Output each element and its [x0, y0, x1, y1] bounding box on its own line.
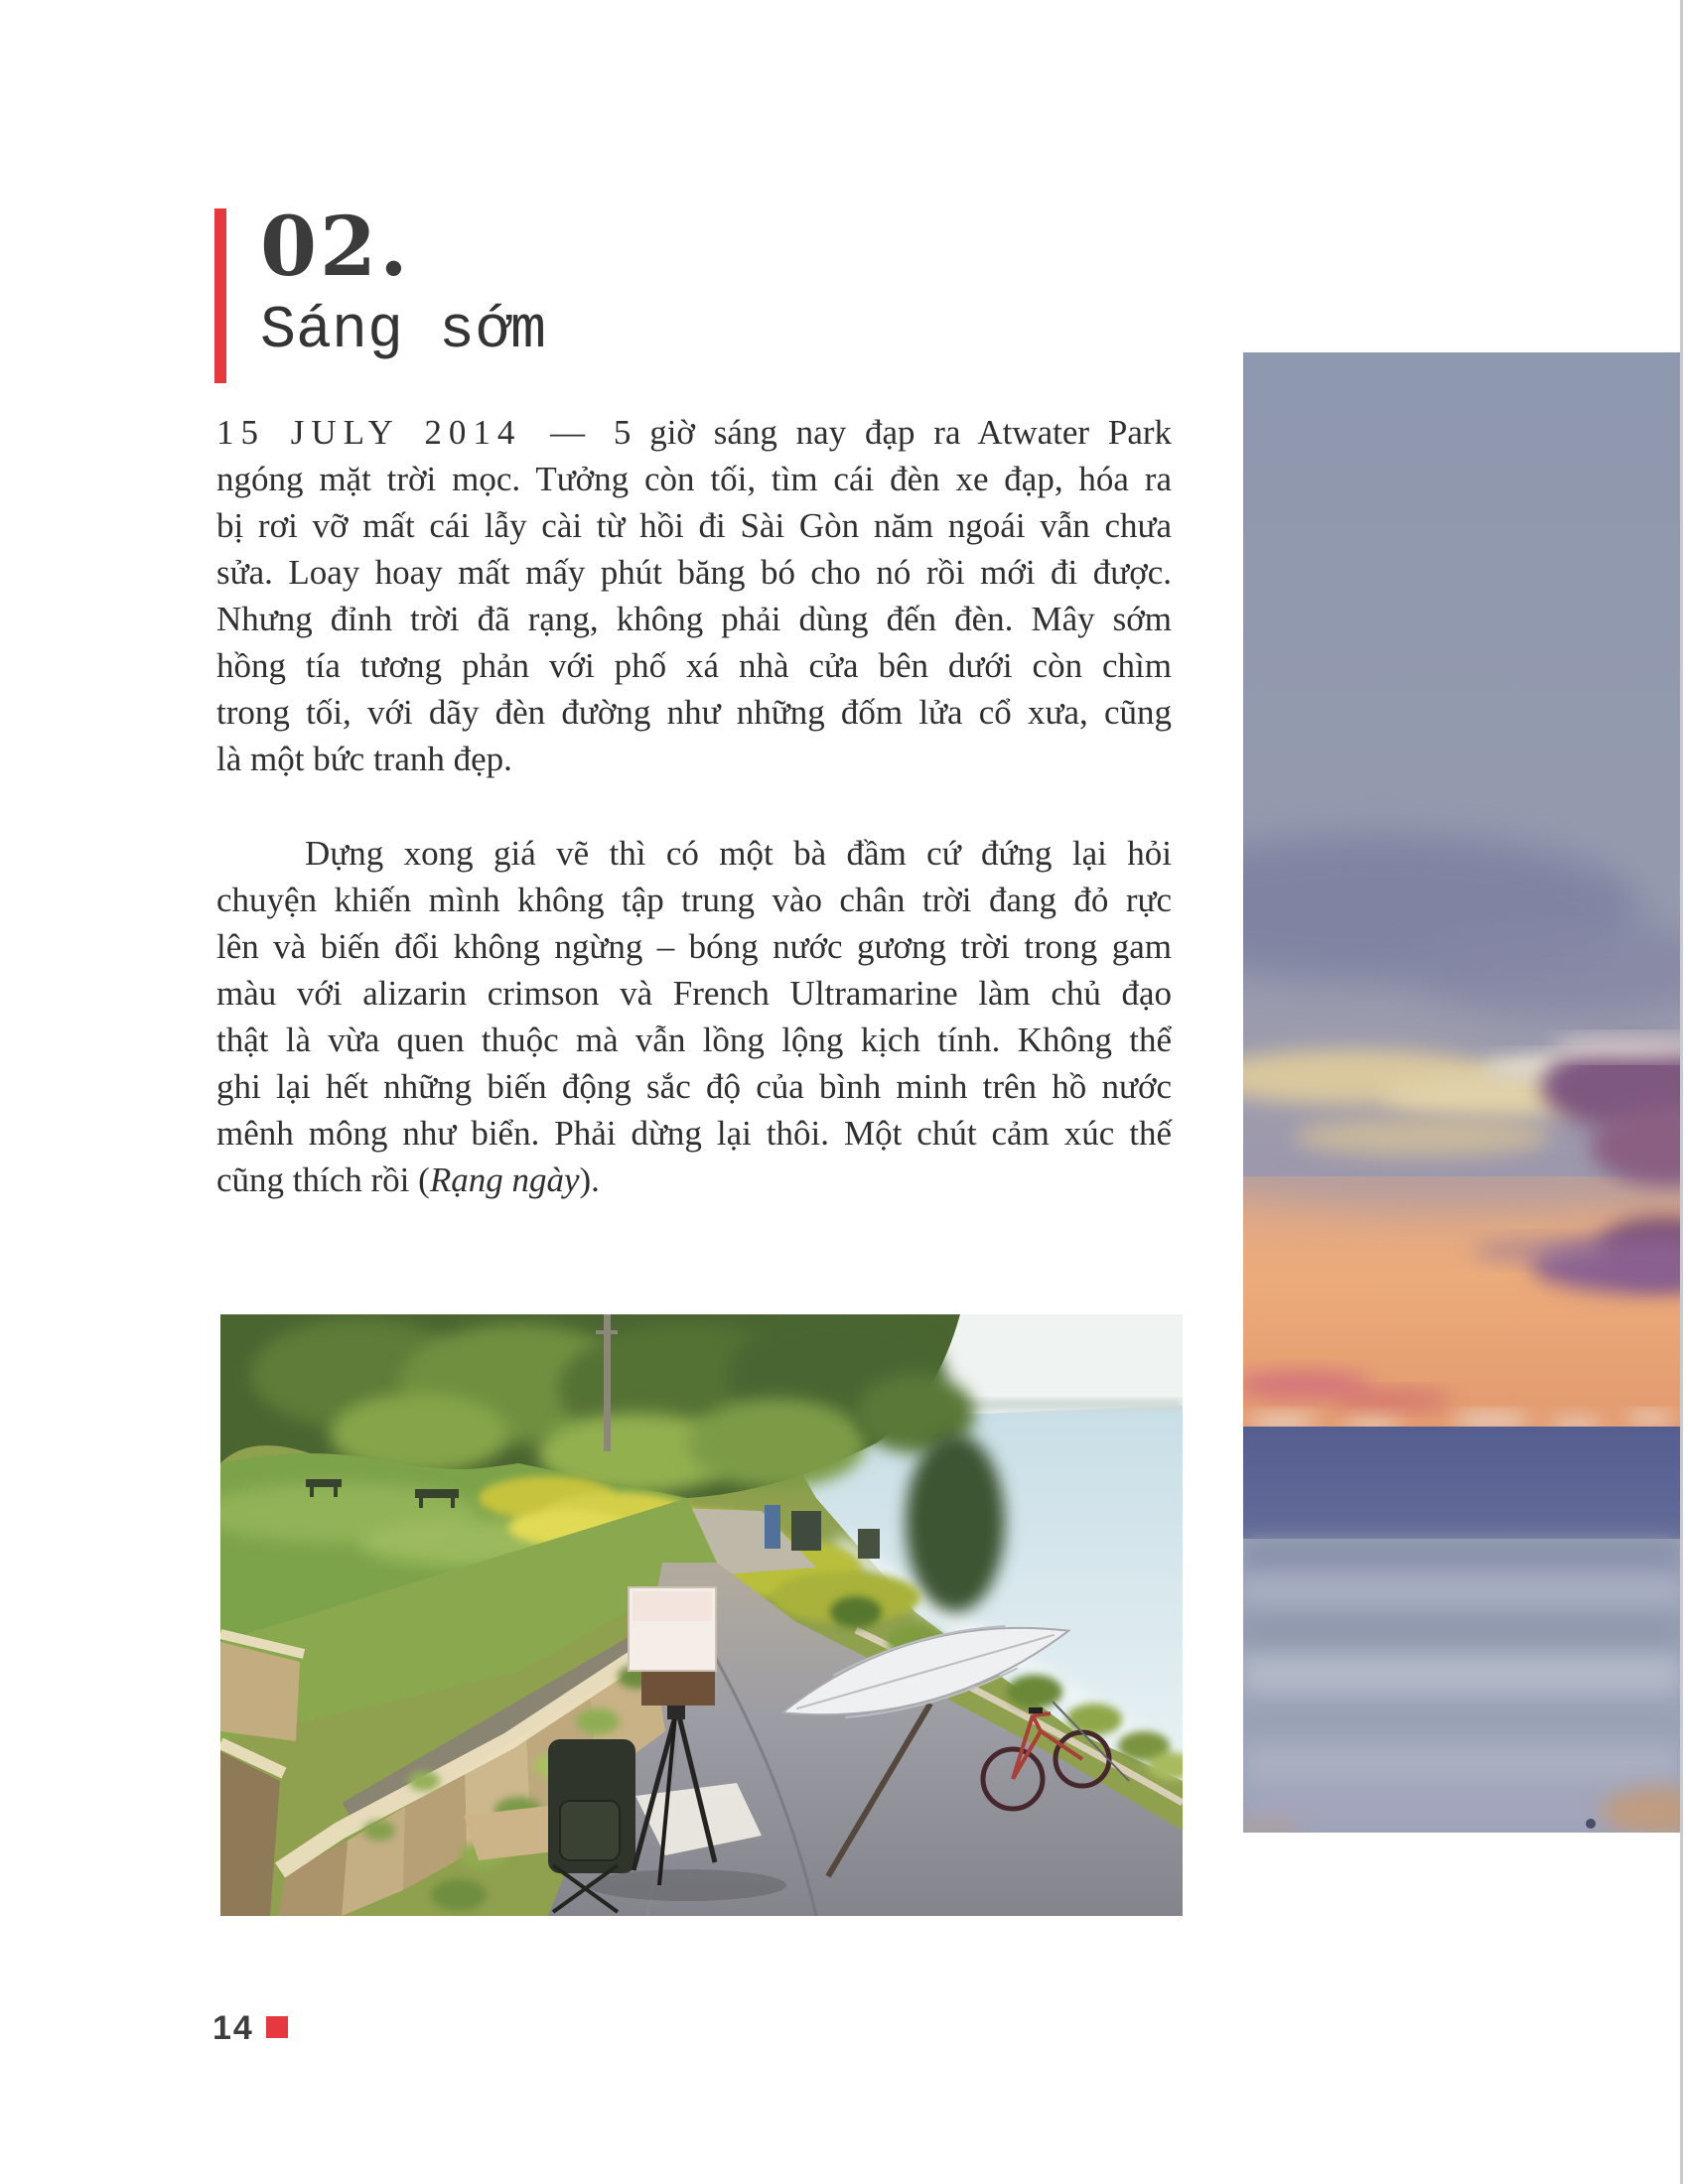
painting-illustration	[1243, 352, 1680, 1833]
photo-atwater-park	[220, 1314, 1183, 1916]
text-line: ngóng mặt trời mọc. Tưởng còn tối, tìm cái đèn xe đạp, hóa ra	[216, 460, 1172, 498]
photo-illustration	[220, 1314, 1183, 1916]
text-line: lên và biến đổi không ngừng – bóng nước gương trời trong gam	[216, 927, 1172, 966]
page-number: 14	[212, 2009, 254, 2047]
text-line: hồng tía tương phản với phố xá nhà cửa bên dưới còn chìm	[216, 646, 1172, 685]
text-run: ).	[579, 1160, 600, 1199]
em-dash: —	[550, 413, 586, 452]
scan-page-edge	[1680, 0, 1683, 2184]
text-run: cũng thích rồi (	[216, 1160, 430, 1199]
text-line: chuyện khiến mình không tập trung vào chân trời đang đỏ rực	[216, 881, 1172, 919]
text-line: là một bức tranh đẹp.	[216, 740, 512, 778]
text-run: 5 giờ sáng nay đạp ra Atwater Park	[613, 413, 1173, 452]
text-line: sửa. Loay hoay mất mấy phút băng bó cho nó rồi mới đi được.	[216, 553, 1172, 592]
text-line: bị rơi vỡ mất cái lẫy cài từ hồi đi Sài Gòn năm ngoái vẫn chưa	[216, 506, 1172, 545]
paragraph-2	[216, 830, 1172, 1203]
backpack	[548, 1739, 635, 1873]
paragraph-1	[216, 409, 1172, 782]
text-line: thật là vừa quen thuộc mà vẫn lồng lộng kịch tính. Không thể	[216, 1021, 1172, 1059]
park-sign	[765, 1505, 780, 1549]
text-line: Nhưng đỉnh trời đã rạng, không phải dùng đến đèn. Mây sớm	[216, 600, 1172, 638]
painting-rang-ngay	[1243, 352, 1680, 1833]
chapter-number: 02.	[260, 200, 411, 295]
text-line	[216, 1157, 1172, 1203]
painting-title-italic: Rạng ngày	[429, 1160, 580, 1199]
date-label: 15 JULY 2014	[216, 413, 522, 452]
utility-pole	[604, 1314, 611, 1451]
text-line: Dựng xong giá vẽ thì có một bà đầm cứ đứng lại hỏi	[305, 834, 1172, 873]
chapter-title: Sáng sớm	[260, 298, 547, 365]
text-line: ghi lại hết những biến động sắc độ của bình minh trên hồ nước	[216, 1067, 1172, 1106]
folio-red-square	[266, 2016, 288, 2038]
trash-bin	[858, 1529, 880, 1559]
chapter-accent-bar	[214, 208, 226, 383]
text-line	[216, 409, 1172, 456]
text-line: màu với alizarin crimson và French Ultramarine làm chủ đạo	[216, 974, 1172, 1013]
text-line: trong tối, với dãy đèn đường như những đốm lửa cổ xưa, cũng	[216, 693, 1172, 732]
text-line: mênh mông như biển. Phải dừng lại thôi. Một chút cảm xúc thế	[216, 1114, 1172, 1153]
